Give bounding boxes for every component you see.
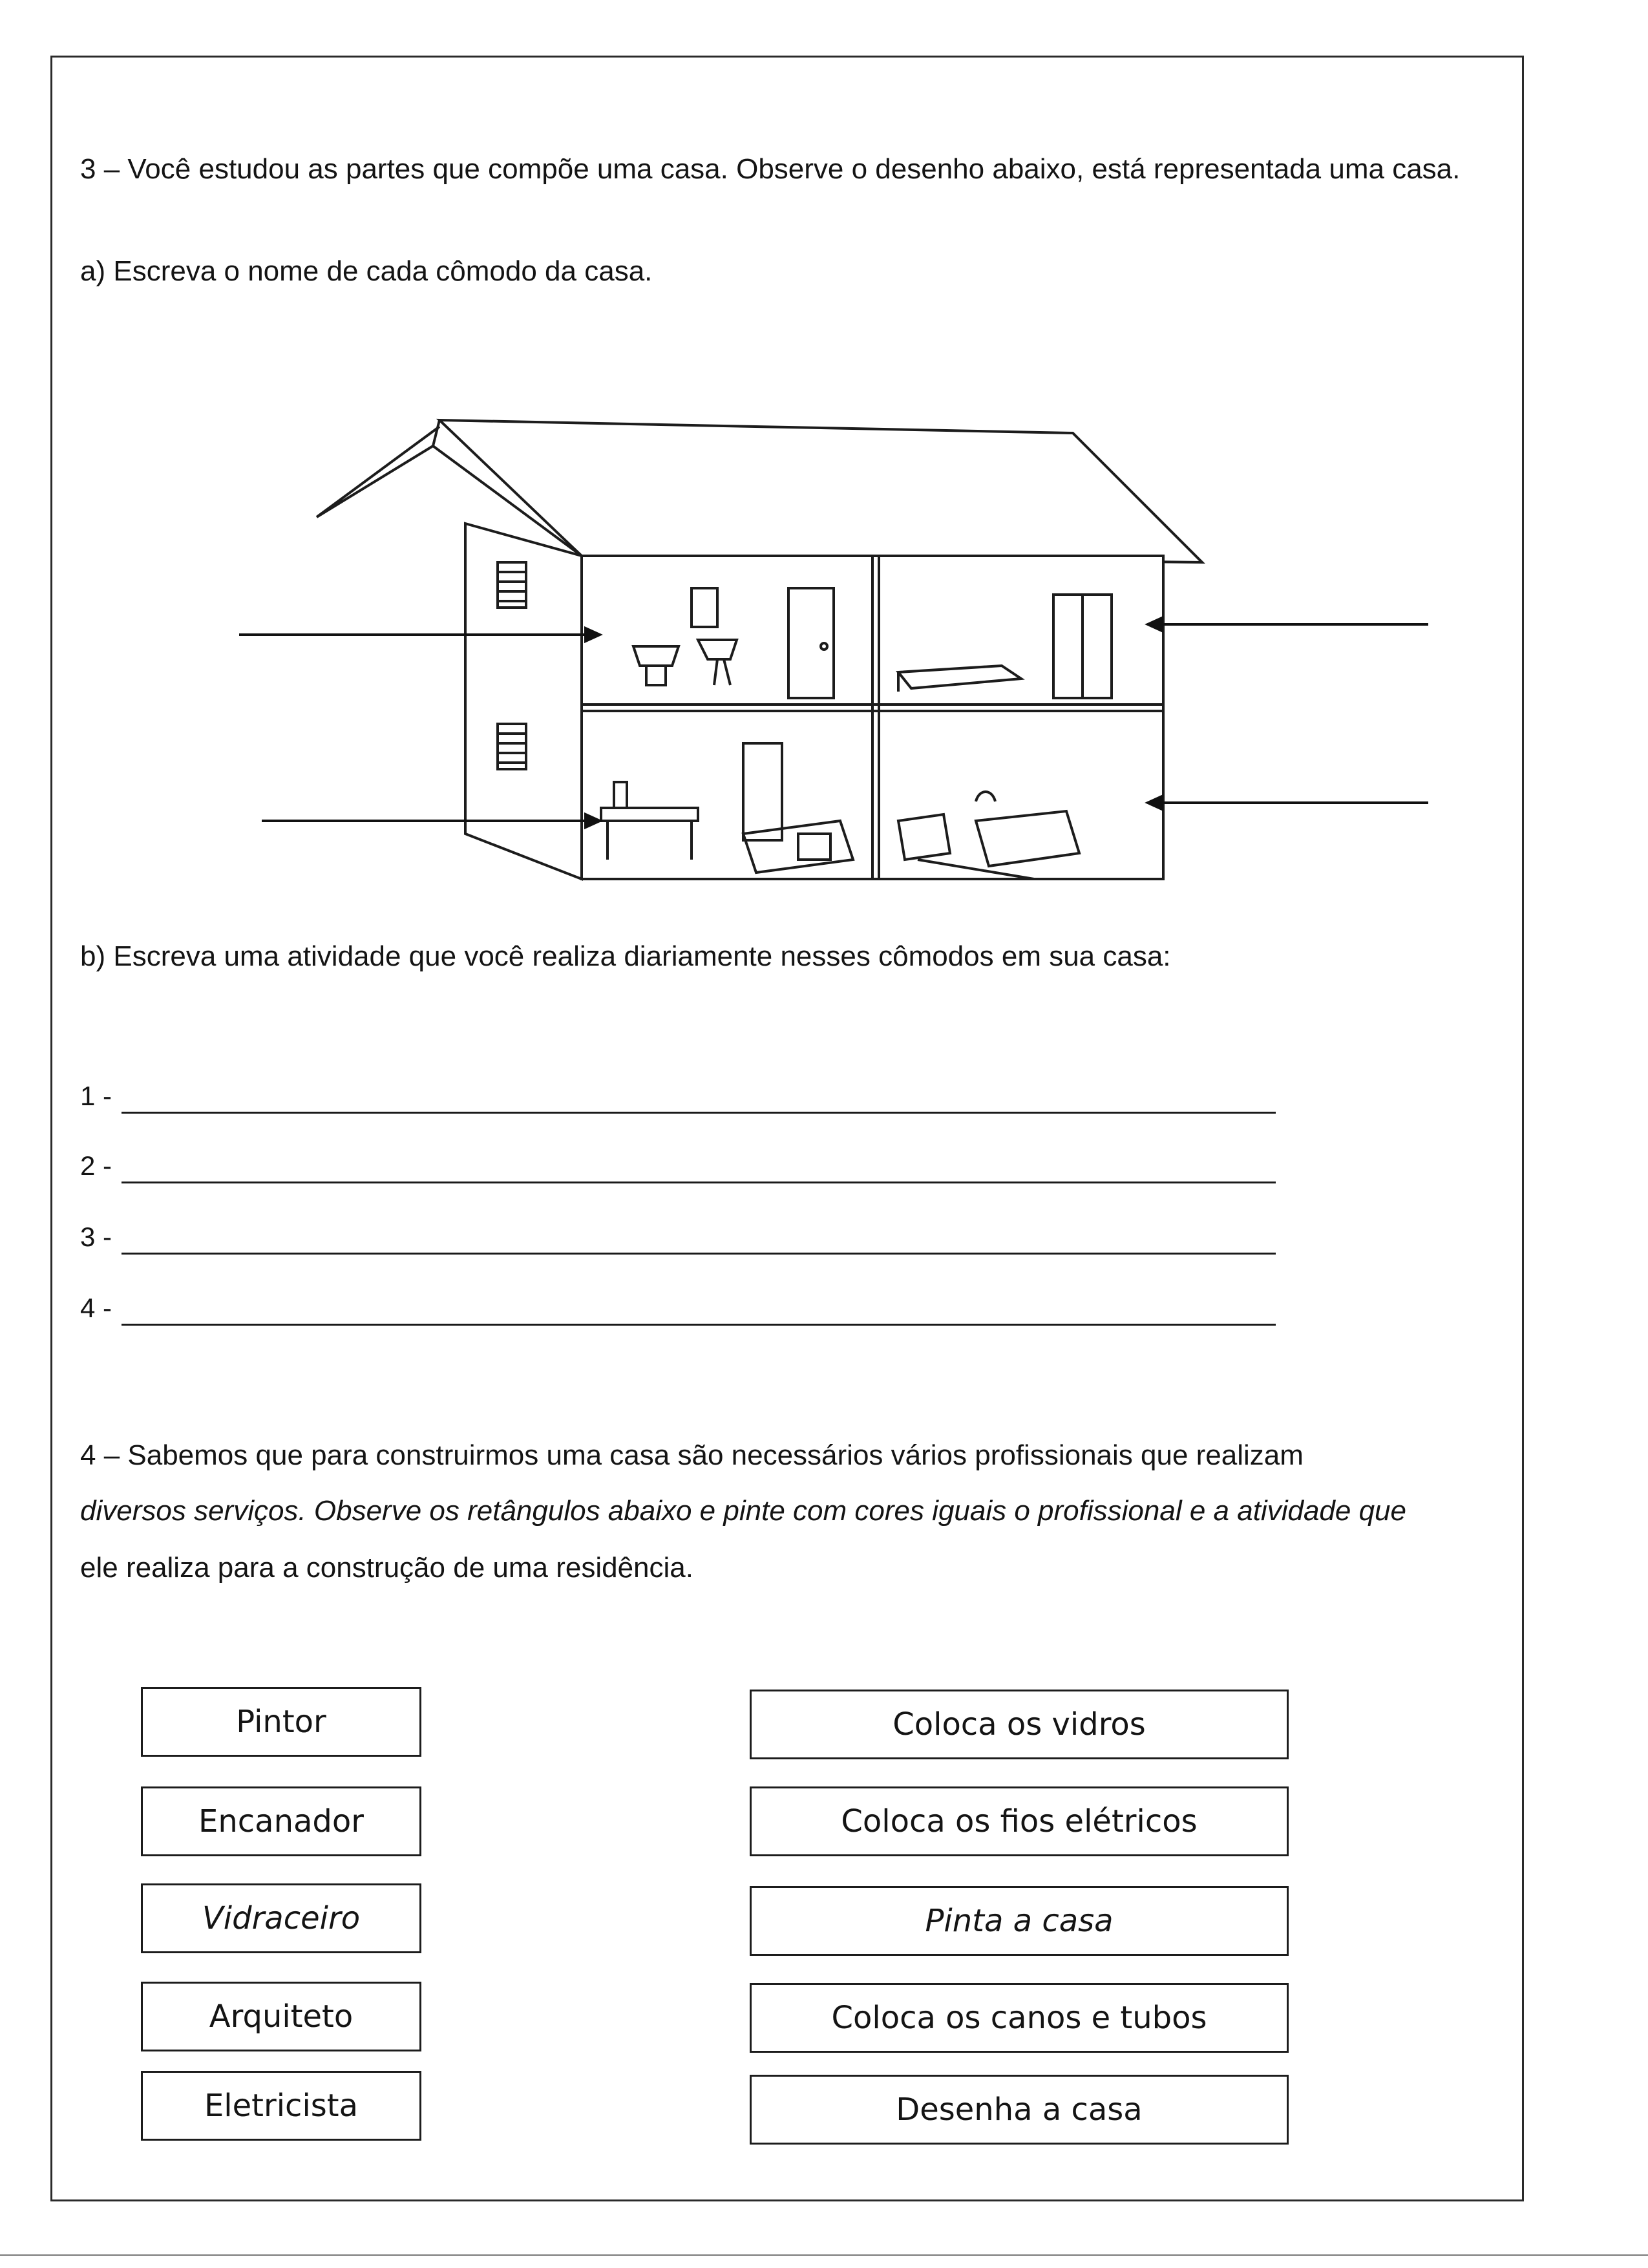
answer-line-number: 3 -: [80, 1222, 112, 1252]
professional-label: Vidraceiro: [202, 1900, 361, 1936]
professional-label: Encanador: [198, 1803, 364, 1839]
answer-line-2[interactable]: [80, 1150, 1211, 1189]
answer-line-4[interactable]: [80, 1293, 1211, 1331]
answer-underline: [121, 1182, 1276, 1183]
question-3b-instruction: b) Escreva uma atividade que você realiza diariamente nesses cômodos em sua casa:: [80, 940, 1171, 972]
activity-card-fios[interactable]: [750, 1786, 1289, 1856]
answer-line-number: 2 -: [80, 1150, 112, 1181]
activity-card-vidros[interactable]: [750, 1690, 1289, 1759]
professional-label: Eletricista: [204, 2088, 359, 2124]
activity-card-pinta[interactable]: [750, 1886, 1289, 1956]
question-3a-instruction: a) Escreva o nome de cada cômodo da casa.: [80, 255, 653, 287]
question-4-prompt-line-2: diversos serviços. Observe os retângulos abaixo e pinte com cores iguais o profissional e a atividade que: [80, 1495, 1406, 1527]
answer-line-number: 1 -: [80, 1081, 112, 1111]
professional-card-encanador[interactable]: [141, 1786, 421, 1856]
activity-label: Coloca os fios elétricos: [841, 1803, 1198, 1839]
professional-label: Arquiteto: [209, 1998, 354, 2035]
professional-card-eletricista[interactable]: [141, 2071, 421, 2141]
professional-card-arquiteto[interactable]: [141, 1982, 421, 2051]
activity-label: Coloca os vidros: [893, 1706, 1146, 1743]
activity-label: Coloca os canos e tubos: [831, 2000, 1207, 2036]
professional-card-vidraceiro[interactable]: [141, 1883, 421, 1953]
activity-label: Pinta a casa: [925, 1903, 1114, 1939]
question-4-prompt-line-3: ele realiza para a construção de uma residência.: [80, 1552, 693, 1584]
activity-label: Desenha a casa: [896, 2092, 1143, 2128]
answer-line-3[interactable]: [80, 1222, 1211, 1260]
answer-underline: [121, 1253, 1276, 1255]
professional-label: Pintor: [236, 1704, 326, 1740]
activity-card-desenha[interactable]: [750, 2075, 1289, 2145]
answer-line-1[interactable]: [80, 1081, 1211, 1119]
house-cross-section-illustration: [226, 407, 1454, 911]
professional-card-pintor[interactable]: [141, 1687, 421, 1757]
page-bottom-edge: [0, 2254, 1648, 2256]
question-4-prompt-line-1: 4 – Sabemos que para construirmos uma casa são necessários vários profissionais que realizam: [80, 1439, 1304, 1471]
answer-underline: [121, 1324, 1276, 1326]
question-3-prompt: 3 – Você estudou as partes que compõe uma casa. Observe o desenho abaixo, está representada uma casa.: [80, 153, 1461, 185]
answer-underline: [121, 1112, 1276, 1114]
worksheet-border: [50, 56, 1524, 2201]
activity-card-canos[interactable]: [750, 1983, 1289, 2053]
answer-line-number: 4 -: [80, 1293, 112, 1323]
